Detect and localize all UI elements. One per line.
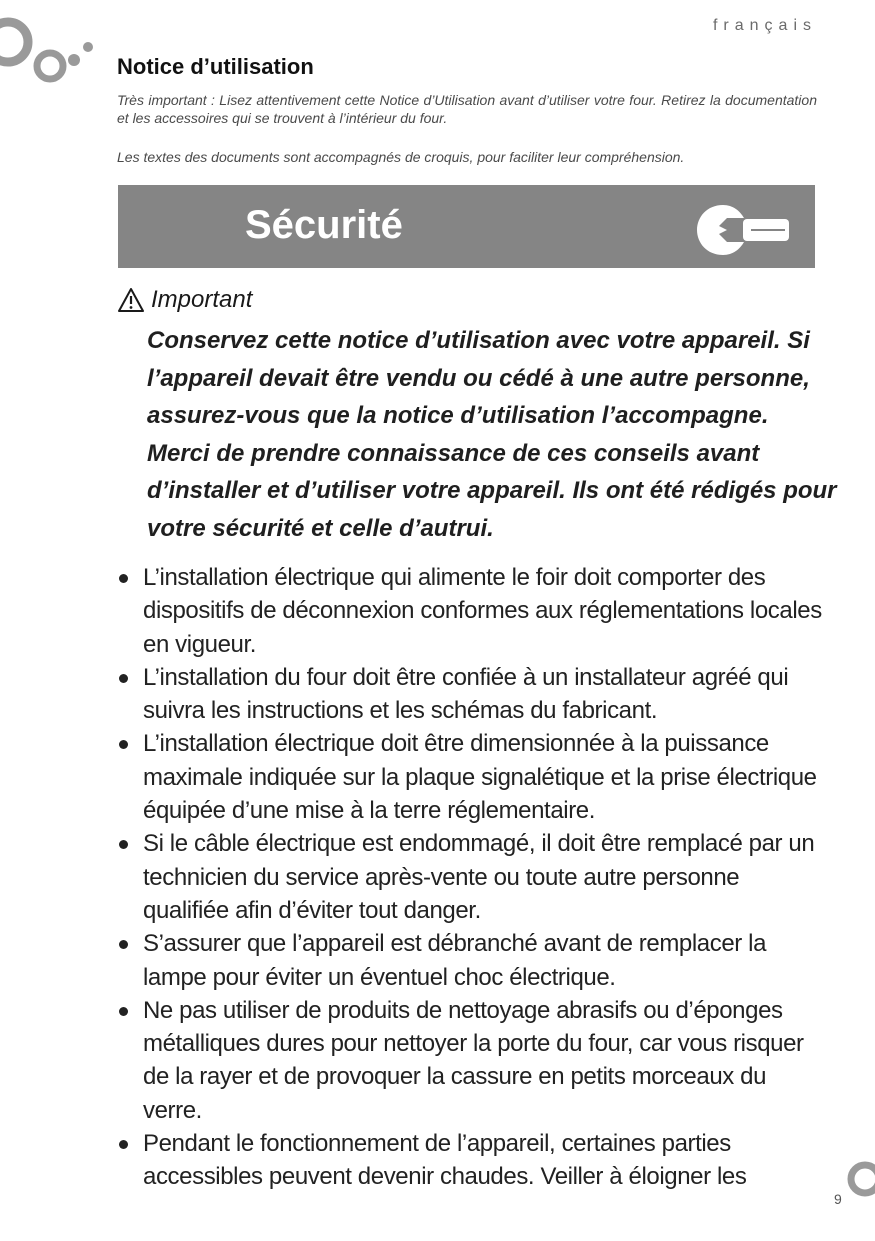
warning-triangle-icon — [117, 287, 145, 313]
bullet-icon — [119, 740, 128, 749]
list-item-text: Ne pas utiliser de produits de nettoyage abrasifs ou d’éponges métalliques dures pour nettoyer la porte du four, car vous risquer de la rayer et de provoquer la cassure en petits morceaux du verre. — [143, 996, 804, 1124]
important-heading — [117, 286, 252, 314]
list-item-text: L’installation électrique qui alimente le foir doit comporter des dispositifs de déconnexion conformes aux réglementations locales en vigueur. — [143, 564, 822, 658]
bullet-icon — [119, 940, 128, 949]
list-item-text: L’installation électrique doit être dimensionnée à la puissance maximale indiquée sur la plaque signalétique et la prise électrique équipée d’une mise à la terre réglementaire. — [143, 730, 817, 825]
important-label: Important — [151, 286, 253, 313]
page-marker-circle-icon — [845, 1159, 875, 1199]
bullet-icon — [119, 574, 128, 583]
intro-paragraph-2: Les textes des documents sont accompagnés de croquis, pour faciliter leur compréhension. — [117, 149, 685, 165]
list-item-text: Pendant le fonctionnement de l’appareil, certaines parties accessibles peuvent devenir chaudes. Veiller à éloigner les — [143, 1130, 747, 1191]
security-banner — [118, 185, 815, 268]
list-item — [117, 1127, 827, 1194]
list-item — [117, 994, 827, 1127]
important-body: Conservez cette notice d’utilisation avec votre appareil. Si l’appareil devait être vendu ou cédé à une autre personne, assurez-vous que la notice d’utilisation l’accompagne. Merci de prendre connaissance de ces conseils avant d’installer et d’utiliser votre appareil. Ils ont été rédigés pour votre sécurité et celle d’autrui. — [147, 327, 837, 542]
list-item — [117, 661, 827, 728]
list-item-text: S’assurer que l’appareil est débranché avant de remplacer la lampe pour éviter un éventuel choc électrique. — [143, 930, 767, 991]
page-number: 9 — [834, 1191, 842, 1207]
bullet-icon — [119, 840, 128, 849]
list-item — [117, 727, 827, 827]
list-item — [117, 927, 827, 994]
list-item-text: Si le câble électrique est endommagé, il doit être remplacé par un technicien du service après-vente ou toute autre personne qualifiée afin d’éviter tout danger. — [143, 830, 815, 924]
bullet-icon — [119, 674, 128, 683]
language-label: français — [712, 17, 817, 34]
intro-paragraph-1: Très important : Lisez attentivement cette Notice d’Utilisation avant d’utiliser votre four. Retirez la documentation et les accessoires qui se trouvent à l’intérieur du four. — [117, 92, 817, 126]
safety-bullet-list — [117, 561, 827, 1194]
list-item — [117, 827, 827, 927]
bullet-icon — [119, 1140, 128, 1149]
wrench-icon — [693, 199, 793, 261]
banner-title: Sécurité — [245, 203, 403, 247]
notice-title: Notice d’utilisation — [117, 54, 314, 79]
list-item — [117, 561, 827, 661]
brand-logo-icon — [0, 14, 100, 98]
list-item-text: L’installation du four doit être confiée à un installateur agréé qui suivra les instructions et les schémas du fabricant. — [143, 663, 789, 725]
bullet-icon — [119, 1007, 128, 1016]
